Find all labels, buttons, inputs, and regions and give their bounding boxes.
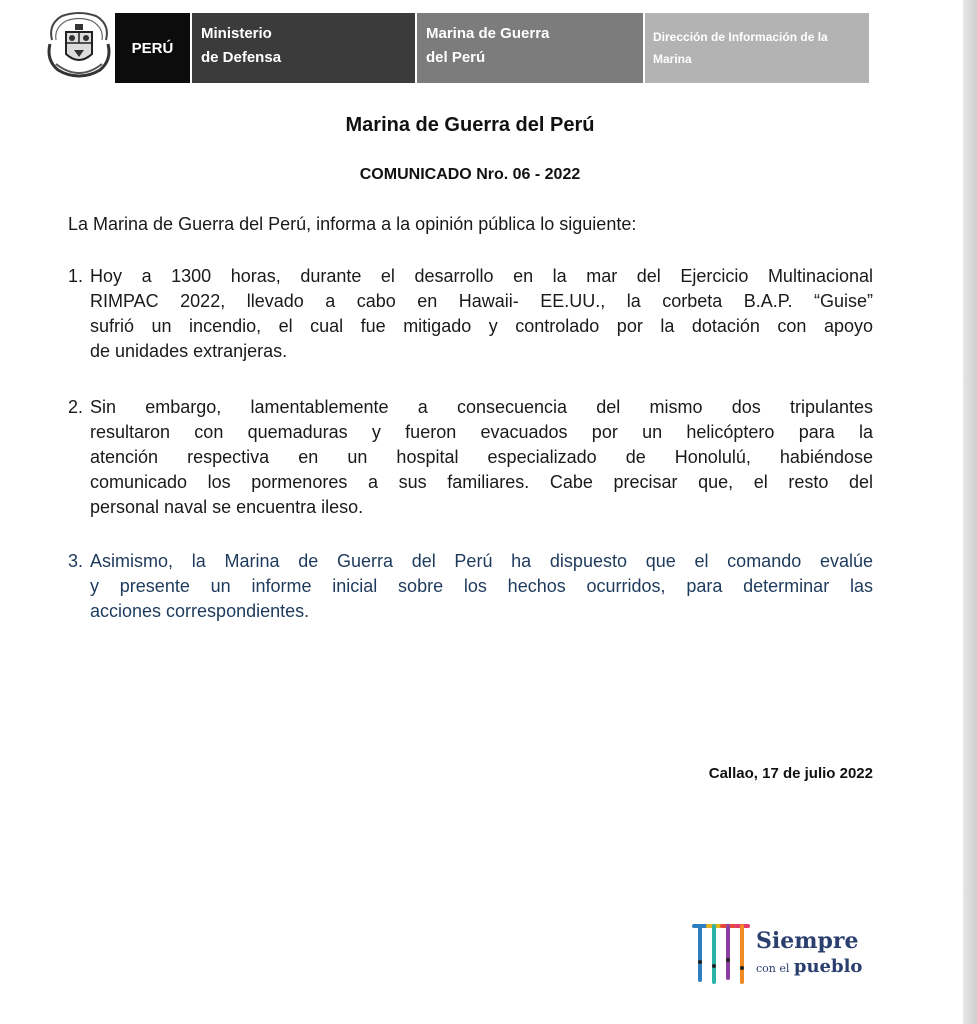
item-line: acciones correspondientes. [90,601,310,621]
slogan-siempre: Siempre [756,928,859,954]
slogan-subtitle [756,956,862,977]
item-line: Asimismo, la Marina de Guerra del Perú ha dispuesto que el comando evalúe [90,551,873,571]
item-line: resultaron con quemaduras y fueron evacuados por un helicóptero para la [90,422,873,442]
item-line: Sin embargo, lamentablemente a consecuencia del mismo dos tripulantes [90,397,873,417]
item-line: y presente un informe inicial sobre los hechos ocurridos, para determinar las [90,576,873,596]
list-item-1 [68,264,873,364]
direccion-line-1: Dirección de Información de la [653,30,828,44]
item-number: 1. [68,266,84,286]
header [0,0,977,100]
peru-label: PERÚ [131,39,174,57]
item-line: de unidades extranjeras. [90,341,288,361]
direccion-line-2: Marina [653,52,692,66]
siempre-con-el-pueblo-logo [690,922,880,992]
list-item-2 [68,395,873,520]
marina-guerra-block [417,13,643,83]
communique-number: COMUNICADO Nro. 06 - 2022 [359,166,581,183]
slogan-pueblo: pueblo [793,956,863,977]
ministerio-line-2: de Defensa [201,49,282,66]
ministerio-line-1: Ministerio [201,25,272,42]
item-line: comunicado los pormenores a sus familiares. Cabe precisar que, el resto del [90,472,873,492]
ministerio-defensa-block [192,13,415,83]
item-line: Hoy a 1300 horas, durante el desarrollo en la mar del Ejercicio Multinacional [90,266,873,286]
list-item-3 [68,549,873,624]
slogan-con-el: con el [756,962,790,975]
document-title: Marina de Guerra del Perú [345,114,595,136]
item-line: atención respectiva en un hospital especializado de Honolulú, habiéndose [90,447,873,467]
marina-line-1: Marina de Guerra [426,25,550,42]
colorful-figures-logo-icon [690,922,750,986]
peru-block [115,13,190,83]
marina-line-2: del Perú [426,49,486,66]
date-place: Callao, 17 de julio 2022 [708,765,873,782]
page-edge [963,0,977,1024]
direccion-informacion-block [645,13,869,83]
item-number: 2. [68,397,84,417]
peru-coat-of-arms-icon [44,10,114,84]
intro-paragraph: La Marina de Guerra del Perú, informa a la opinión pública lo siguiente: [68,214,637,234]
item-number: 3. [68,551,84,571]
item-line: RIMPAC 2022, llevado a cabo en Hawaii- EE.UU., la corbeta B.A.P. “Guise” [90,291,873,311]
item-line: personal naval se encuentra ileso. [90,497,364,517]
item-line: sufrió un incendio, el cual fue mitigado y controlado por la dotación con apoyo [90,316,873,336]
